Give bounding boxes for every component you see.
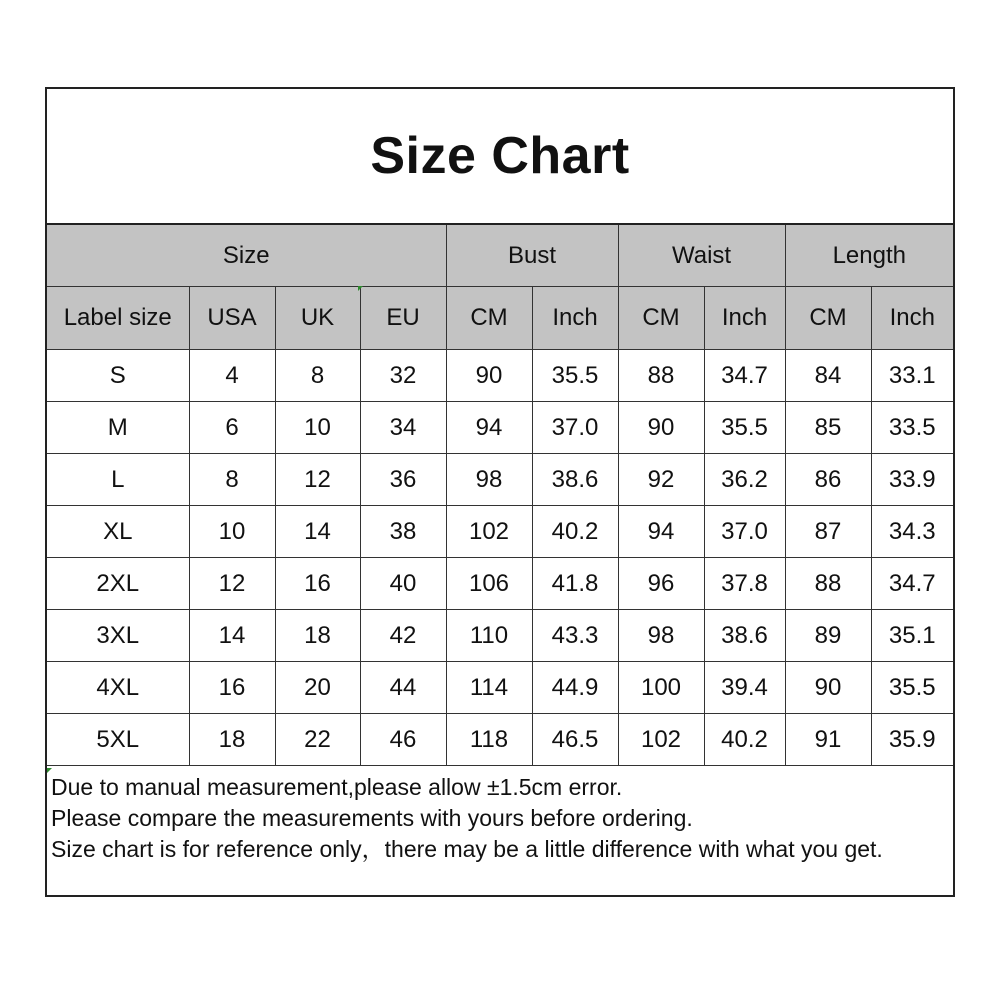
cell-usa: 18 xyxy=(189,714,275,766)
cell-waist-cm: 90 xyxy=(618,402,704,454)
col-header-usa: USA xyxy=(189,287,275,350)
col-header-waist-cm: CM xyxy=(618,287,704,350)
cell-waist-cm: 92 xyxy=(618,454,704,506)
col-header-length-inch: Inch xyxy=(871,287,953,350)
cell-usa: 6 xyxy=(189,402,275,454)
cell-usa: 8 xyxy=(189,454,275,506)
cell-usa: 14 xyxy=(189,610,275,662)
cell-usa: 10 xyxy=(189,506,275,558)
group-header-size: Size xyxy=(47,225,446,287)
note-line: Due to manual measurement,please allow ±1.5cm error. xyxy=(51,774,623,800)
cell-length-cm: 90 xyxy=(785,662,871,714)
cell-uk: 8 xyxy=(275,350,360,402)
size-table xyxy=(47,225,953,766)
cell-eu: 38 xyxy=(360,506,446,558)
cell-label-size: 5XL xyxy=(47,714,189,766)
group-header-length: Length xyxy=(785,225,953,287)
page-title: Size Chart xyxy=(370,127,630,185)
cell-bust-inch: 44.9 xyxy=(532,662,618,714)
cell-bust-cm: 118 xyxy=(446,714,532,766)
table-row xyxy=(47,402,953,454)
cell-label-size: 3XL xyxy=(47,610,189,662)
cell-length-inch: 34.3 xyxy=(871,506,953,558)
cell-uk: 14 xyxy=(275,506,360,558)
cell-length-inch: 35.5 xyxy=(871,662,953,714)
cell-bust-cm: 94 xyxy=(446,402,532,454)
cell-label-size: L xyxy=(47,454,189,506)
table-row xyxy=(47,558,953,610)
cell-label-size: XL xyxy=(47,506,189,558)
cell-length-cm: 86 xyxy=(785,454,871,506)
cell-bust-inch: 46.5 xyxy=(532,714,618,766)
cell-length-cm: 85 xyxy=(785,402,871,454)
cell-label-size: M xyxy=(47,402,189,454)
col-header-eu: EU xyxy=(360,287,446,350)
size-chart-sheet xyxy=(45,87,955,897)
cell-length-inch: 34.7 xyxy=(871,558,953,610)
cell-bust-cm: 114 xyxy=(446,662,532,714)
notes xyxy=(47,766,953,865)
cell-bust-inch: 43.3 xyxy=(532,610,618,662)
size-rows xyxy=(47,350,953,766)
cell-waist-inch: 35.5 xyxy=(704,402,785,454)
cell-label-size: 4XL xyxy=(47,662,189,714)
cell-eu: 36 xyxy=(360,454,446,506)
group-header-waist: Waist xyxy=(618,225,785,287)
cell-waist-inch: 34.7 xyxy=(704,350,785,402)
group-header-row xyxy=(47,225,953,287)
table-row xyxy=(47,350,953,402)
cell-usa: 16 xyxy=(189,662,275,714)
cell-length-cm: 88 xyxy=(785,558,871,610)
cell-waist-inch: 39.4 xyxy=(704,662,785,714)
cell-eu: 46 xyxy=(360,714,446,766)
cell-waist-inch: 40.2 xyxy=(704,714,785,766)
cell-length-cm: 87 xyxy=(785,506,871,558)
note-line: Please compare the measurements with yours before ordering. xyxy=(51,805,693,831)
cell-bust-inch: 41.8 xyxy=(532,558,618,610)
cell-waist-cm: 98 xyxy=(618,610,704,662)
cell-bust-inch: 38.6 xyxy=(532,454,618,506)
cell-length-inch: 33.5 xyxy=(871,402,953,454)
group-header-bust: Bust xyxy=(446,225,618,287)
table-row xyxy=(47,714,953,766)
table-row xyxy=(47,506,953,558)
cell-eu: 34 xyxy=(360,402,446,454)
table-row xyxy=(47,662,953,714)
cell-bust-cm: 90 xyxy=(446,350,532,402)
cell-marker xyxy=(358,286,363,291)
col-header-uk: UK xyxy=(275,287,360,350)
cell-eu: 32 xyxy=(360,350,446,402)
cell-uk: 12 xyxy=(275,454,360,506)
note-line: Size chart is for reference only，there may be a little difference with what you get. xyxy=(51,836,883,862)
cell-usa: 12 xyxy=(189,558,275,610)
cell-uk: 18 xyxy=(275,610,360,662)
table-row xyxy=(47,454,953,506)
cell-label-size: S xyxy=(47,350,189,402)
cell-uk: 22 xyxy=(275,714,360,766)
sub-header-row xyxy=(47,287,953,350)
cell-eu: 44 xyxy=(360,662,446,714)
cell-usa: 4 xyxy=(189,350,275,402)
cell-bust-cm: 102 xyxy=(446,506,532,558)
cell-length-inch: 35.9 xyxy=(871,714,953,766)
cell-marker xyxy=(47,768,52,773)
col-header-bust-cm: CM xyxy=(446,287,532,350)
cell-label-size: 2XL xyxy=(47,558,189,610)
cell-waist-inch: 38.6 xyxy=(704,610,785,662)
cell-eu: 42 xyxy=(360,610,446,662)
cell-bust-cm: 110 xyxy=(446,610,532,662)
col-header-waist-inch: Inch xyxy=(704,287,785,350)
cell-waist-inch: 37.0 xyxy=(704,506,785,558)
col-header-length-cm: CM xyxy=(785,287,871,350)
cell-length-cm: 89 xyxy=(785,610,871,662)
cell-length-inch: 33.1 xyxy=(871,350,953,402)
cell-waist-cm: 94 xyxy=(618,506,704,558)
cell-bust-inch: 35.5 xyxy=(532,350,618,402)
cell-waist-cm: 102 xyxy=(618,714,704,766)
cell-waist-inch: 36.2 xyxy=(704,454,785,506)
cell-bust-cm: 106 xyxy=(446,558,532,610)
cell-bust-inch: 40.2 xyxy=(532,506,618,558)
title-row xyxy=(47,89,953,225)
cell-length-inch: 33.9 xyxy=(871,454,953,506)
cell-length-cm: 91 xyxy=(785,714,871,766)
cell-waist-inch: 37.8 xyxy=(704,558,785,610)
cell-eu: 40 xyxy=(360,558,446,610)
cell-bust-inch: 37.0 xyxy=(532,402,618,454)
cell-length-inch: 35.1 xyxy=(871,610,953,662)
cell-length-cm: 84 xyxy=(785,350,871,402)
cell-waist-cm: 100 xyxy=(618,662,704,714)
cell-uk: 16 xyxy=(275,558,360,610)
col-header-label-size: Label size xyxy=(47,287,189,350)
col-header-bust-inch: Inch xyxy=(532,287,618,350)
table-row xyxy=(47,610,953,662)
cell-waist-cm: 88 xyxy=(618,350,704,402)
cell-uk: 20 xyxy=(275,662,360,714)
cell-waist-cm: 96 xyxy=(618,558,704,610)
cell-bust-cm: 98 xyxy=(446,454,532,506)
cell-uk: 10 xyxy=(275,402,360,454)
